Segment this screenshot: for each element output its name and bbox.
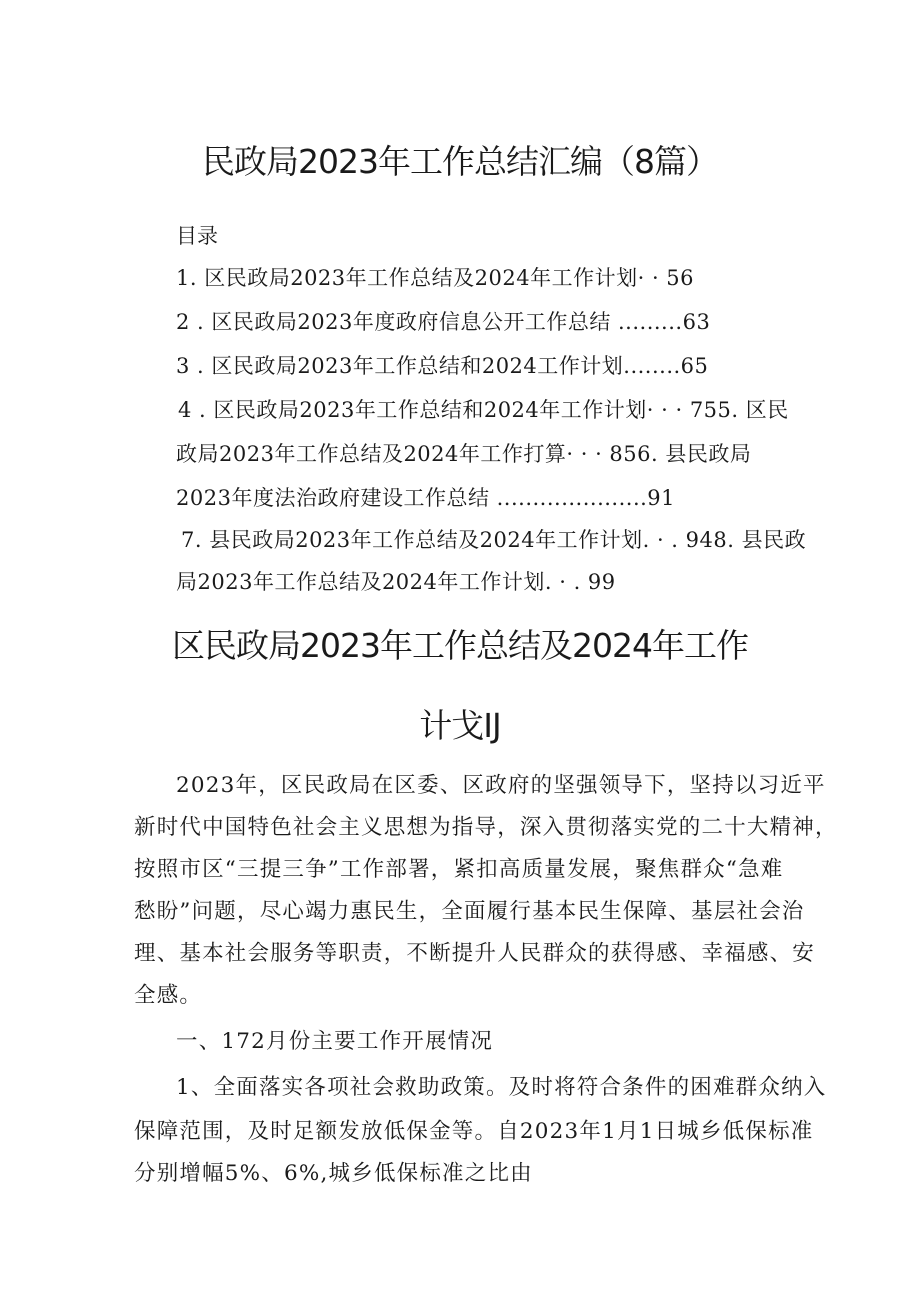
toc-item: 3 . 区民政局2023年工作总结和2024工作计划........65 — [176, 354, 709, 378]
toc-item: 政局2023年工作总结及2024年工作打算· · · 856. 县民政局 — [176, 442, 752, 466]
toc-item: 2 . 区民政局2023年度政府信息公开工作总结 .........63 — [176, 310, 711, 334]
body-line: 理、基本社会服务等职责，不断提升人民群众的获得感、幸福感、安 — [134, 941, 816, 966]
section-title-line2: 计戈IJ — [419, 706, 501, 745]
body-line: 全感。 — [134, 983, 203, 1008]
body-line: 按照市区“三提三争”工作部署，紧扣高质量发展，聚焦群众“急难 — [134, 857, 784, 882]
body-line: 愁盼”问题，尽心竭力惠民生，全面履行基本民生保障、基层社会治 — [134, 899, 805, 924]
toc-item: 2023年度法治政府建设工作总结 .....................91 — [176, 486, 676, 510]
body-line: 2023年，区民政局在区委、区政府的坚强领导下，坚持以习近平 — [176, 773, 826, 798]
toc-item: 局2023年工作总结及2024年工作计划. · . 99 — [176, 570, 616, 594]
toc-label: 目录 — [176, 224, 218, 248]
body-line: 分别增幅5%、6%,城乡低保标准之比由 — [134, 1161, 533, 1186]
body-line: 1、全面落实各项社会救助政策。及时将符合条件的困难群众纳入 — [176, 1075, 827, 1100]
toc-item: 4 . 区民政局2023年工作总结和2024年工作计划· · · 755. 区民 — [178, 398, 789, 422]
body-line: 保障范围，及时足额发放低保金等。自2023年1月1日城乡低保标准 — [134, 1119, 814, 1144]
section-title-line1: 区民政局2023年工作总结及2024年工作 — [172, 626, 748, 665]
document-title: 民政局2023年工作总结汇编（8篇） — [202, 142, 718, 181]
toc-item: 1. 区民政局2023年工作总结及2024年工作计划· · 56 — [176, 266, 695, 290]
body-line: 新时代中国特色社会主义思想为指导，深入贯彻落实党的二十大精神， — [134, 815, 838, 840]
toc-item: 7. 县民政局2023年工作总结及2024年工作计划. · . 948. 县民政 — [181, 528, 807, 552]
section-heading: 一、172月份主要工作开展情况 — [176, 1029, 494, 1054]
